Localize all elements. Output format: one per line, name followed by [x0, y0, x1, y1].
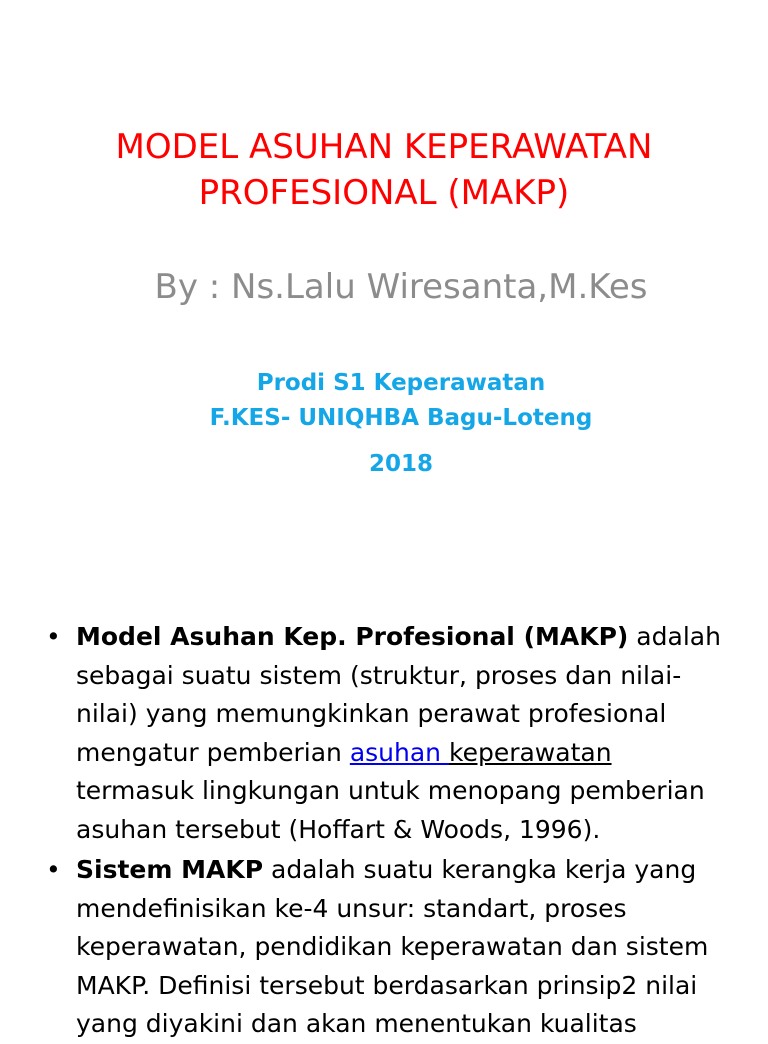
bullet-list	[0, 618, 768, 1044]
asuhan-link[interactable]: asuhan	[349, 737, 449, 767]
bold-term: Model Asuhan Kep. Profesional (MAKP)	[76, 622, 629, 651]
bullet-item-sistem-makp	[0, 851, 768, 1044]
bullet-text: adalah suatu kerangka kerja yang mendefinisikan ke-4 unsur: standart, proses keperawatan, pendidikan keperawatan dan sistem MAKP. Definisi tersebut berdasarkan prinsip2 nilai yang diyakini dan akan menentukan kualitas	[76, 855, 709, 1038]
slide-title	[20, 124, 748, 216]
bold-term: Sistem MAKP	[76, 855, 264, 884]
title-line-1: MODEL ASUHAN KEPERAWATAN	[115, 127, 653, 167]
author-name: By : Ns.Lalu Wiresanta,M.Kes	[154, 267, 648, 307]
underlined-term: keperawatan	[448, 737, 612, 767]
title-line-2: PROFESIONAL (MAKP)	[198, 173, 570, 213]
institution	[20, 366, 768, 436]
bullet-icon: •	[46, 622, 61, 651]
year: 2018	[368, 451, 433, 477]
bullet-text-end: termasuk lingkungan untuk menopang pemberian asuhan tersebut (Hoffart & Woods, 1996).	[76, 776, 705, 844]
content-slide	[0, 618, 768, 1038]
program-name: Prodi S1 Keperawatan	[256, 370, 546, 396]
bullet-text: adalah sebagai suatu sistem (struktur, proses dan nilai-nilai) yang memungkinkan perawat profesional mengatur pemberian	[76, 622, 721, 767]
bullet-icon: •	[46, 855, 61, 884]
faculty-name: F.KES- UNIQHBA Bagu-Loteng	[209, 405, 593, 431]
bullet-item-makp-definition	[0, 618, 768, 849]
